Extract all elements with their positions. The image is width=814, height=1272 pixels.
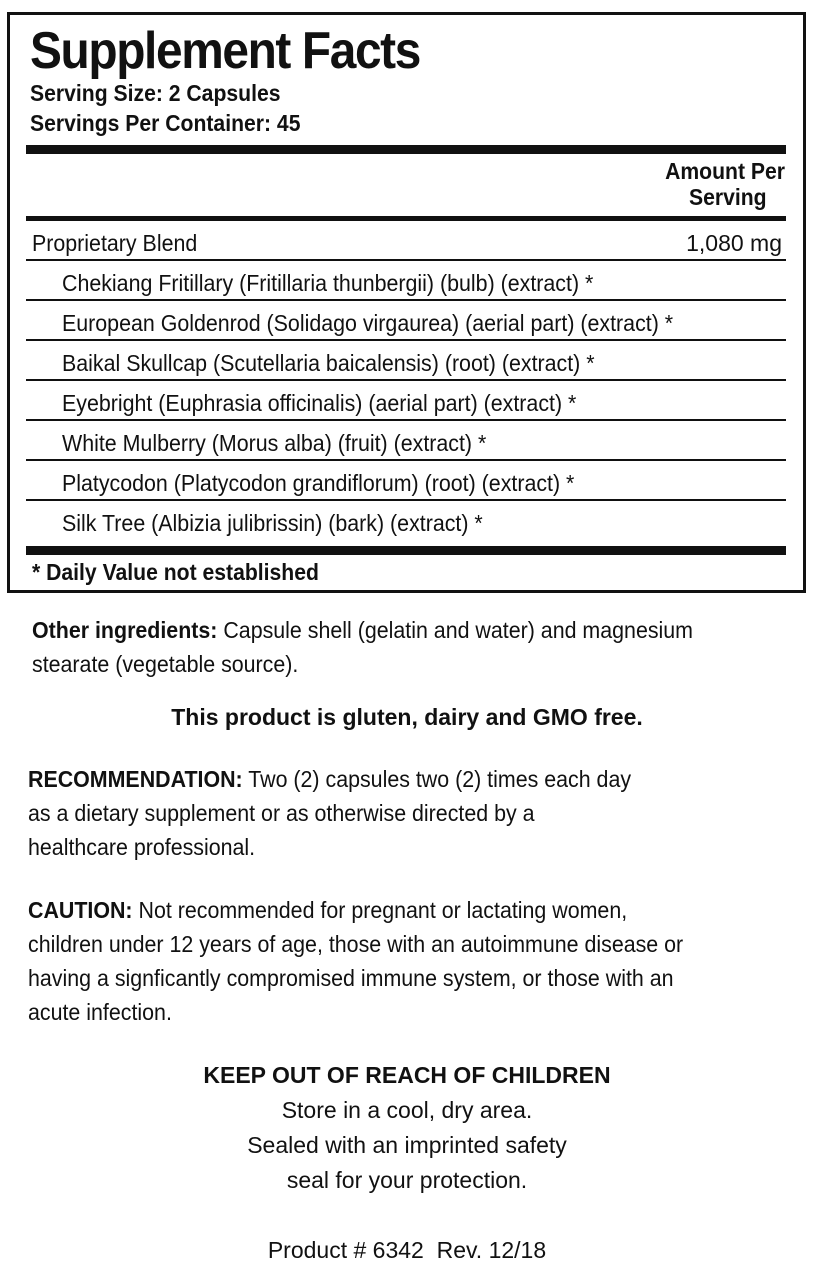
ingredient-row — [26, 381, 786, 421]
other-ingredients-text: Capsule shell (gelatin and water) and magnesium — [217, 617, 693, 643]
caution — [28, 893, 763, 1029]
caution-label: CAUTION: — [28, 897, 133, 923]
ingredient-row — [26, 301, 786, 341]
blend-name: Proprietary Blend — [32, 230, 198, 256]
amount-header-line1: Amount Per — [665, 158, 785, 184]
ingredient-row — [26, 261, 786, 301]
caution-text-2: children under 12 years of age, those with an autoimmune disease or — [28, 931, 684, 957]
storage-line-1: Store in a cool, dry area. — [281, 1097, 533, 1123]
ingredient-name: Baikal Skullcap (Scutellaria baicalensis) (root) (extract) * — [62, 350, 595, 376]
caution-text-3: having a signficantly compromised immune system, or those with an — [28, 965, 674, 991]
ingredient-name: Platycodon (Platycodon grandiflorum) (root) (extract) * — [62, 470, 575, 496]
daily-value-footnote: * Daily Value not established — [32, 559, 319, 585]
other-ingredients-label: Other ingredients: — [32, 617, 218, 643]
other-ingredients-text-2: stearate (vegetable source). — [32, 651, 299, 677]
serving-size: Serving Size: 2 Capsules — [30, 80, 281, 106]
supplement-facts-panel — [7, 12, 806, 593]
ingredient-name: Eyebright (Euphrasia officinalis) (aerial part) (extract) * — [62, 390, 577, 416]
ingredient-name: Chekiang Fritillary (Fritillaria thunbergii) (bulb) (extract) * — [62, 270, 594, 296]
ingredient-name: Silk Tree (Albizia julibrissin) (bark) (extract) * — [62, 510, 483, 536]
recommendation-text-3: healthcare professional. — [28, 834, 256, 860]
ingredient-row — [26, 501, 786, 541]
caution-text: Not recommended for pregnant or lactating women, — [132, 897, 628, 923]
ingredient-name: White Mulberry (Morus alba) (fruit) (extract) * — [62, 430, 487, 456]
bottom-divider — [26, 546, 786, 555]
blend-row — [26, 221, 786, 261]
facts-title: Supplement Facts — [30, 22, 420, 80]
servings-per-container: Servings Per Container: 45 — [30, 110, 301, 136]
ingredient-row — [26, 421, 786, 461]
amount-per-serving-header — [619, 158, 785, 210]
recommendation-label: RECOMMENDATION: — [28, 766, 243, 792]
ingredient-name: European Goldenrod (Solidago virgaurea) (aerial part) (extract) * — [62, 310, 674, 336]
amount-header-line2: Serving — [688, 184, 767, 210]
thick-divider — [26, 145, 786, 154]
other-ingredients — [32, 613, 767, 681]
ingredient-row — [26, 341, 786, 381]
caution-text-4: acute infection. — [28, 999, 172, 1025]
product-number: Product # 6342 Rev. 12/18 — [267, 1237, 547, 1263]
recommendation-text-2: as a dietary supplement or as otherwise directed by a — [28, 800, 535, 826]
storage-line-2: Sealed with an imprinted safety — [247, 1132, 567, 1158]
recommendation-text: Two (2) capsules two (2) times each day — [242, 766, 632, 792]
blend-amount: 1,080 mg — [686, 230, 782, 256]
storage-line-3: seal for your protection. — [286, 1167, 528, 1193]
allergen-statement: This product is gluten, dairy and GMO free. — [171, 704, 643, 730]
ingredient-row — [26, 461, 786, 501]
recommendation — [28, 762, 763, 864]
keep-out-of-reach-warning: KEEP OUT OF REACH OF CHILDREN — [203, 1062, 611, 1088]
